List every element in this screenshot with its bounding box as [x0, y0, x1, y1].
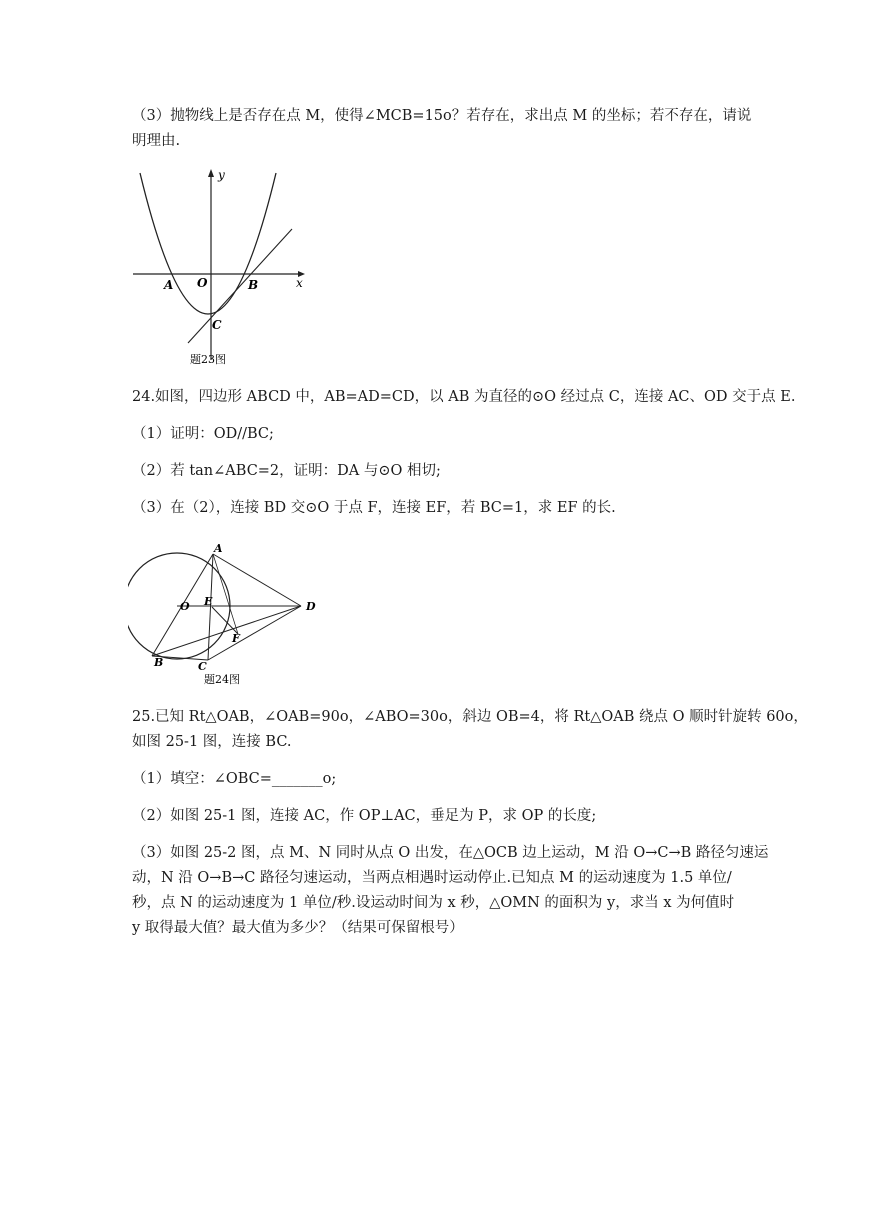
- q25-stem-line2: 如图 25-1 图，连接 BC.: [132, 734, 292, 750]
- q25-part1: （1）填空：∠OBC=_______o;: [132, 771, 337, 787]
- figure-24-caption: 题24图: [204, 673, 240, 686]
- q25-part3-line1: （3）如图 25-2 图，点 M、N 同时从点 O 出发，在△OCB 边上运动，M 沿 O→C→B 路径匀速运: [132, 845, 769, 861]
- label-e24: E: [204, 595, 213, 608]
- q25-stem-line1: 25.已知 Rt△OAB，∠OAB=90o，∠ABO=30o，斜边 OB=4，将 Rt△OAB 绕点 O 顺时针旋转 60o，: [132, 709, 808, 725]
- figure-23: [128, 165, 308, 374]
- label-d24: D: [306, 600, 316, 613]
- figure-23-caption: 题23图: [190, 353, 226, 366]
- q23-part3-line1: （3）抛物线上是否存在点 M，使得∠MCB=15o？若存在，求出点 M 的坐标；若不存在，请说: [132, 108, 752, 124]
- q24-part3: （3）在（2），连接 BD 交⊙O 于点 F，连接 EF，若 BC=1，求 EF 的长.: [132, 500, 616, 516]
- label-f24: F: [232, 632, 240, 645]
- figure-24: [128, 540, 328, 694]
- segment-ad: [213, 554, 301, 606]
- label-o24: O: [180, 600, 190, 613]
- q23-part3-line2: 明理由.: [132, 133, 181, 149]
- label-y: y: [218, 168, 225, 182]
- q24-part1: （1）证明：OD//BC;: [132, 426, 274, 442]
- parabola: [140, 173, 276, 314]
- label-c24: C: [198, 660, 207, 673]
- label-b: B: [248, 278, 259, 292]
- label-a24: A: [214, 542, 223, 555]
- q25-part3-line4: y 取得最大值？最大值为多少？（结果可保留根号）: [132, 920, 464, 936]
- label-o: O: [197, 276, 208, 290]
- q25-part3-line3: 秒，点 N 的运动速度为 1 单位/秒.设运动时间为 x 秒，△OMN 的面积为 y，求当 x 为何值时: [132, 895, 735, 911]
- y-axis-arrow: [208, 169, 214, 177]
- label-b24: B: [154, 656, 164, 669]
- q24-stem: 24.如图，四边形 ABCD 中，AB=AD=CD，以 AB 为直径的⊙O 经过点 C，连接 AC、OD 交于点 E.: [132, 389, 796, 405]
- q25-part3-line2: 动，N 沿 O→B→C 路径匀速运动，当两点相遇时运动停止.已知点 M 的运动速度为 1.5 单位/: [132, 870, 732, 886]
- label-a: A: [164, 278, 174, 292]
- q24-part2: （2）若 tan∠ABC=2，证明：DA 与⊙O 相切;: [132, 463, 441, 479]
- q25-part2: （2）如图 25-1 图，连接 AC，作 OP⊥AC，垂足为 P，求 OP 的长度;: [132, 808, 597, 824]
- segment-bd: [152, 606, 301, 656]
- label-x: x: [296, 276, 303, 290]
- label-c: C: [212, 318, 222, 332]
